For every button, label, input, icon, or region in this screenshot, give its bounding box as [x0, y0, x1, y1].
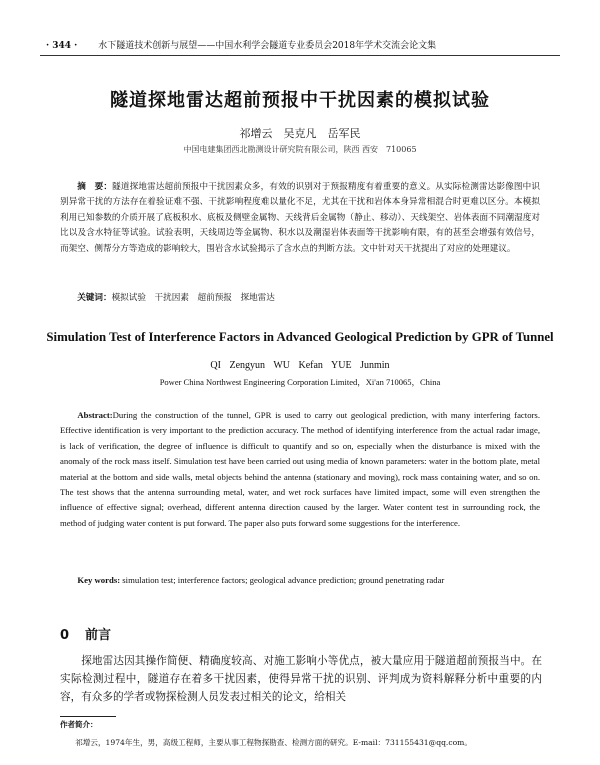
footnote-text: 祁增云，1974年生，男，高级工程师，主要从事工程物探勘查、检测方面的研究。E-mail：731155431@qq.com。: [75, 738, 472, 747]
header-rule: [40, 55, 560, 56]
keywords-zh-label: 关键词：: [77, 293, 112, 303]
abstract-en-text: During the construction of the tunnel, GPR is used to carry out geological prediction, with many interfering factors. Effective identification is very important to the prediction accuracy. The method of identifying interference from the actual radar image, is lack of verification, the degree of influence is difficult to quantify and so on, especially when the disturbance is mixed with the anomaly of the rock mass itself. Simulation test have been carried out using media of known parameters: water in the bottom plate, metal material at the bottom and side walls, metal objects behind the antenna (stationary and moving), rock mass containing water, and so on. The test shows that the antenna surrounding metal, water, and wet rock surfaces have limited impact, some will even strengthen the influence of effective signal; overhead, different antenna direction caused by the larger. Water content test in surrounding rock, the method of judging water content is put forward. The paper also puts forward some suggestions for the interference.: [60, 410, 540, 528]
keywords-en-label: Key words:: [77, 575, 121, 585]
title-en: Simulation Test of Interference Factors in Advanced Geological Prediction by GPR of Tunnel: [46, 330, 554, 344]
authors-en: QI Zengyun WU Kefan YUE Junmin: [210, 360, 390, 371]
abstract-en: [60, 408, 540, 531]
section-heading: [60, 624, 111, 643]
keywords-zh: [60, 291, 540, 303]
keywords-en-text: simulation test; interference factors; geological advance prediction; ground penetrating radar: [122, 575, 445, 585]
authors-zh: 祁增云 吴克凡 岳军民: [239, 127, 361, 140]
section-title: 前言: [85, 628, 112, 643]
footnote-label: 作者简介：: [60, 720, 98, 729]
affiliation-en: Power China Northwest Engineering Corporation Limited，Xi'an 710065，China: [159, 377, 441, 387]
abstract-en-label: Abstract:: [77, 410, 113, 420]
running-header: [46, 38, 556, 54]
abstract-zh: [60, 180, 540, 257]
section-body: 探地雷达因其操作简便、精确度较高、对施工影响小等优点，被大量应用于隧道超前预报当中。在实际检测过程中，隧道存在着多干扰因素，使得异常干扰的识别、评判成为资料解释分析中重要的内容，有众多的学者或物探检测人员发表过相关的论文，给相关: [60, 655, 542, 703]
affiliation-zh: 中国电建集团西北勘测设计研究院有限公司，陕西 西安 710065: [183, 145, 417, 154]
abstract-zh-label: 摘 要：: [77, 182, 113, 192]
abstract-zh-text: 隧道探地雷达超前预报中干扰因素众多，有效的识别对于预报精度有着重要的意义。从实际检测雷达影像图中识别异常干扰的方法存在着验证难不强、干扰影响程度难以量化不足，尤其在干扰和岩体本身异常相混合时更难以区分。本模拟利用已知参数的介质开展了底板积水、底板及侧壁金属物、天线背后金属物（静止、移动）、天线架空、岩体表面不同潮湿度对比以及含水特征等试验。试验表明，天线周边等金属物、积水以及潮湿岩体表面等干扰影响有限，有的甚至会增强有效信号，而架空、侧帮分方等造成的影响较大，围岩含水试验揭示了含水点的判断方法。文中针对天干扰提出了对应的处理建议。: [60, 182, 540, 254]
keywords-zh-text: 模拟试验 干扰因素 超前预报 探地雷达: [111, 293, 275, 303]
title-zh: 隧道探地雷达超前预报中干扰因素的模拟试验: [110, 90, 490, 111]
footnote-rule: [60, 716, 116, 717]
section-number: 0: [60, 628, 70, 643]
keywords-en: [60, 575, 540, 585]
running-title: 水下隧道技术创新与展望——中国水利学会隧道专业委员会2018年学术交流会论文集: [98, 41, 437, 51]
page-number: · 344 ·: [46, 41, 78, 51]
